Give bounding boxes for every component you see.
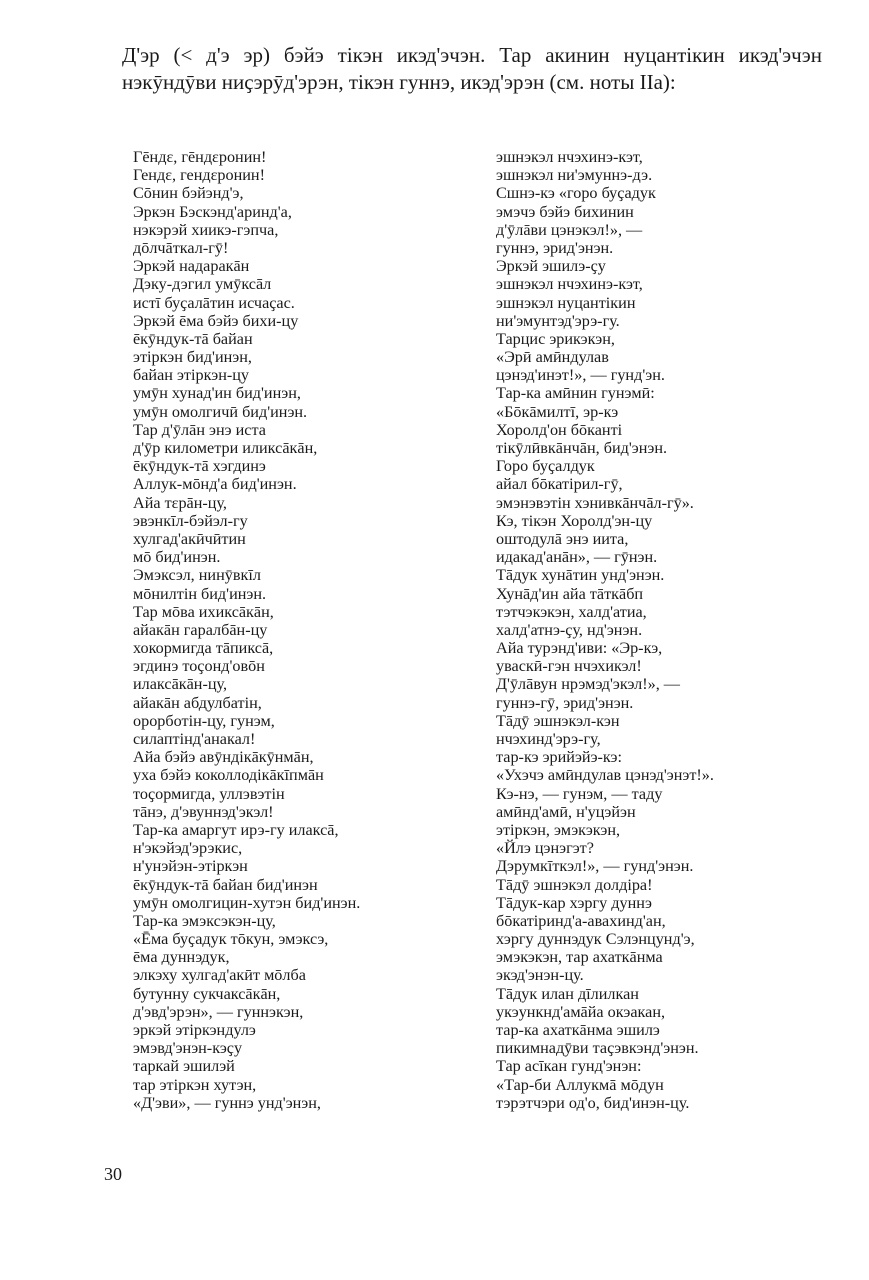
verse-line: «Эрӣ амӣндулав — [496, 348, 609, 367]
verse-line: айакāн гаралбāн-цу — [133, 620, 268, 639]
verse-line: нэкэрэй хиикэ-гэпча, — [133, 220, 279, 239]
verse-line: Сōнин бэйэнд'э, — [133, 184, 244, 203]
verse-line: эшнэкэл нчэхинэ-кэт, — [496, 275, 643, 294]
verse-line: Тар асīкан гунд'энэн: — [496, 1057, 642, 1076]
verse-line: Кэ-нэ, — гунэм, — таду — [496, 784, 663, 803]
verse-line: Эркэй эшилэ-ҫу — [496, 257, 606, 276]
verse-line: илаксāкāн-цу, — [133, 675, 228, 694]
verse-line: таркай эшилэй — [133, 1057, 235, 1076]
verse-line: «Ēма буҫадук тōкун, эмэксэ, — [133, 930, 329, 949]
verse-line: Тар-ка амӣнин гунэмӣ: — [496, 384, 655, 403]
verse-line: халд'атнэ-ҫу, нд'энэн. — [496, 620, 643, 639]
verse-line: д'ӯр километри иликсāкāн, — [133, 439, 318, 457]
verse-line: Тар-ка эмэксэкэн-цу, — [133, 911, 276, 930]
verse-line: Эмэксэл, нинӯвкīл — [133, 566, 261, 585]
verse-line: «Тар-би Аллукмā мōдун — [496, 1075, 664, 1094]
verse-line: Айа турэнд'иви: «Эр-кэ, — [496, 639, 663, 658]
verse-line: эмэкэкэн, тар ахаткāнма — [496, 948, 663, 967]
verse-line: Тар мōва ихиксāкāн, — [133, 602, 274, 621]
verse-line: Дэрумкīткэл!», — гунд'энэн. — [496, 857, 694, 876]
verse-line: эмэчэ бэйэ бихинин — [496, 202, 634, 221]
verse-line: тар-ка ахаткāнма эшилэ — [496, 1021, 660, 1039]
verse-line: уваскӣ-гэн нчэхикэл! — [496, 657, 642, 676]
verse-line: «Бōкāмилтī, эр-кэ — [496, 402, 619, 421]
verse-line: Кэ, тікэн Хоролд'эн-цу — [496, 511, 653, 530]
verse-line: экэд'энэн-цу. — [496, 966, 584, 985]
verse-line: бутунну сукчаксāкāн, — [133, 984, 281, 1003]
verse-line: эгдинэ тоҫонд'овōн — [133, 657, 265, 676]
verse-line: Тāдук-кар хэргу дуннэ — [496, 893, 652, 912]
verse-line: цэнэд'инэт!», — гунд'эн. — [496, 366, 665, 385]
verse-line: тоҫормигда, уллэвэтін — [133, 784, 285, 803]
verse-line: Сшнэ-кэ «горо буҫадук — [496, 184, 656, 203]
verse-line: мōнилтін бид'инэн. — [133, 584, 267, 603]
verse-line: айал бōкатірил-гӯ, — [496, 475, 623, 494]
verse-line: эмэнэвэтін хэнивкāнчāл-гӯ». — [496, 493, 694, 512]
verse-line: эмэвд'энэн-кэҫу — [133, 1039, 243, 1058]
verse-line: эшнэкэл ни'эмуннэ-дэ. — [496, 166, 653, 185]
verse-line: Тāдук хунāтин унд'энэн. — [496, 566, 665, 585]
verse-line: эркэй этіркэндулэ — [133, 1021, 256, 1039]
verse-line: тэрэтчэри од'о, бид'инэн-цу. — [496, 1093, 690, 1112]
verse-line: Хунāд'ин айа тāткāбп — [496, 584, 644, 603]
verse-line: «Ухэчэ амӣндулав цэнэд'энэт!». — [496, 766, 714, 785]
verse-line: Айа тεрāн-цу, — [133, 493, 227, 512]
verse-line: н'экэйэд'эрэкис, — [133, 839, 243, 858]
verse-line: байан этіркэн-цу — [133, 366, 249, 385]
verse-line: ēкӯндук-тā байан — [133, 329, 253, 348]
verse-line: Тар-ка амаргут ирэ-гу илаксā, — [133, 820, 339, 839]
left-verse-column — [133, 148, 360, 1112]
verse-line: идакад'анāн», — гӯнэн. — [496, 548, 658, 567]
verse-line: бōкатіринд'а-авахинд'ан, — [496, 911, 666, 930]
verse-line: Гендε, гендεронин! — [133, 166, 265, 185]
verse-line: Айа бэйэ авӯндікāкӯнмāн, — [133, 748, 314, 767]
verse-line: тікӯлӣвкāнчāн, бид'энэн. — [496, 439, 668, 457]
verse-line: гуннэ, эрид'энэн. — [496, 238, 614, 257]
verse-line: ēма дуннэдук, — [133, 948, 230, 967]
verse-line: хэргу дуннэдук Сэлэнцунд'э, — [496, 930, 695, 949]
verse-line: умӯн хунад'ин бид'инэн, — [133, 384, 301, 403]
verse-line: укэункнд'амāйа окэакан, — [496, 1002, 666, 1021]
verse-line: эшнэкэл нуцантікин — [496, 293, 636, 312]
verse-line: Тарцис эрикэкэн, — [496, 329, 615, 348]
verse-line: гуннэ-гӯ, эрид'энэн. — [496, 693, 634, 712]
verse-line: д'эвд'эрэн», — гуннэкэн, — [133, 1002, 304, 1021]
verse-line: Гēндε, гēндεронин! — [133, 148, 267, 166]
verse-line: умӯн омолгичӣ бид'инэн. — [133, 402, 308, 421]
page-number: 30 — [104, 1164, 122, 1184]
verse-line: «Д'эви», — гуннэ унд'энэн, — [133, 1093, 321, 1112]
verse-line: Тāдӯ эшнэкэл долдіра! — [496, 875, 653, 894]
verse-line: ēкӯндук-тā байан бид'инэн — [133, 875, 318, 894]
verse-line: оштодулā энэ иита, — [496, 529, 629, 548]
verse-line: Эркэй надаракāн — [133, 257, 250, 276]
verse-line: Дэку-дэгил умӯксāл — [133, 275, 272, 294]
verse-line: тэтчэкэкэн, халд'атиа, — [496, 602, 647, 621]
verse-line: тар этіркэн хутэн, — [133, 1075, 257, 1094]
verse-line: умӯн омолгицин-хутэн бид'инэн. — [133, 893, 361, 912]
verse-line: «Йлэ цэнэгэт? — [496, 839, 594, 858]
verse-line: Хоролд'он бōканті — [496, 420, 623, 439]
verse-line: д'ӯлāви цэнэкэл!», — — [496, 220, 643, 239]
verse-line: нчэхинд'эрэ-гу, — [496, 730, 601, 748]
verse-line: истī буҫалāтин исчаҫас. — [133, 293, 295, 312]
verse-line: дōлчāткал-гӯ! — [133, 238, 229, 257]
verse-line: н'унэйэн-этіркэн — [133, 857, 248, 876]
verse-line: эшнэкэл нчэхинэ-кэт, — [496, 148, 643, 166]
verse-line: пикимнадӯви таҫэвкэнд'энэн. — [496, 1039, 699, 1058]
verse-line: тāнэ, д'эвуннэд'экэл! — [133, 802, 274, 821]
verse-line: ēкӯндук-тā хэгдинэ — [133, 457, 266, 476]
intro-paragraph: Д'эр (< д'э эр) бэйэ тікэн икэд'эчэн. Тар акинин нуцантікин икэд'эчэн нэкӯндӯви ниҫэрӯд'эрэн, тікэн гуннэ, икэд'эрэн (см. ноты IIа): — [122, 43, 822, 94]
verse-line: айакāн абдулбатін, — [133, 693, 262, 712]
verse-line: ни'эмунтэд'эрэ-гу. — [496, 311, 620, 330]
verse-line: силаптінд'анакал! — [133, 730, 256, 748]
verse-line: мō бид'инэн. — [133, 548, 221, 567]
verse-line: Эркэй ēма бэйэ бихи-цу — [133, 311, 299, 330]
verse-line: хокормигда тāпиксā, — [133, 639, 274, 658]
verse-line: орорботін-цу, гунэм, — [133, 711, 275, 730]
verse-line: Тāдук илан дīлилкан — [496, 984, 639, 1003]
verse-line: Аллук-мōнд'а бид'инэн. — [133, 475, 297, 494]
verse-line: Эркэн Бэскэнд'аринд'а, — [133, 202, 292, 221]
verse-line: уха бэйэ коколлодікāкīпмāн — [133, 766, 324, 785]
verse-line: хулгад'акӣчӣтин — [133, 529, 246, 548]
right-verse-column — [496, 148, 714, 1112]
verse-line: Тар д'ӯлāн энэ иста — [133, 420, 266, 439]
verse-line: тар-кэ эрийэйэ-кэ: — [496, 748, 622, 767]
verse-line: этіркэн бид'инэн, — [133, 348, 252, 367]
verse-line: эвэнкīл-бэйэл-гу — [133, 511, 248, 530]
verse-line: Д'ӯлāвун нрэмэд'экэл!», — — [496, 675, 680, 694]
verse-line: Тāдӯ эшнэкэл-кэн — [496, 711, 620, 730]
verse-line: амӣнд'амӣ, н'уцэйэн — [496, 802, 636, 821]
verse-line: элкэху хулгад'акӣт мōлба — [133, 966, 306, 985]
verse-line: Горо буҫалдук — [496, 457, 595, 476]
verse-line: этіркэн, эмэкэкэн, — [496, 820, 621, 839]
